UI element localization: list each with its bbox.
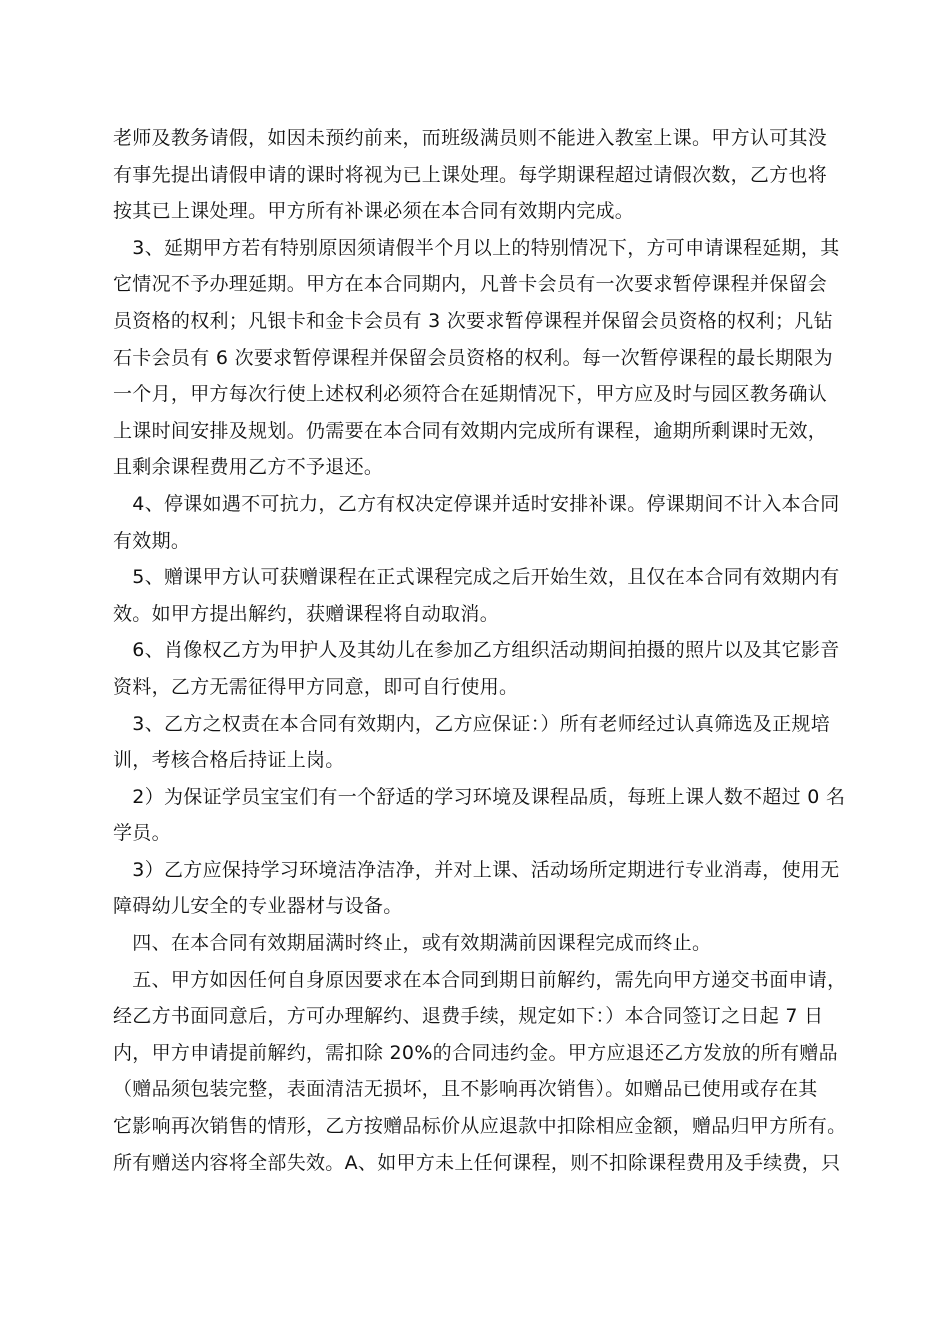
paragraph-termination: [113, 925, 843, 962]
text-line: 经乙方书面同意后，方可办理解约、退费手续，规定如下：）本合同签订之日起 7 日: [113, 1005, 824, 1028]
text-line: 员资格的权利；凡银卡和金卡会员有 3 次要求暂停课程并保留会员资格的权利；凡钻: [113, 309, 833, 332]
text-line: 所有赠送内容将全部失效。A、如甲方未上任何课程，则不扣除课程费用及手续费，只: [113, 1151, 841, 1174]
text-line: 石卡会员有 6 次要求暂停课程并保留会员资格的权利。每一次暂停课程的最长期限为: [113, 346, 833, 369]
text-line: 上课时间安排及规划。仍需要在本合同有效期内完成所有课程，逾期所剩课时无效，: [113, 419, 828, 442]
paragraph-portrait-rights: [113, 632, 843, 705]
text-line: 它影响再次销售的情形，乙方按赠品标价从应退款中扣除相应金额，赠品归甲方所有。: [113, 1115, 847, 1138]
text-line: 按其已上课处理。甲方所有补课必须在本合同有效期内完成。: [113, 200, 635, 223]
text-line: 3）乙方应保持学习环境洁净洁净，并对上课、活动场所定期进行专业消毒，使用无: [113, 858, 840, 881]
paragraph-early-cancellation: [113, 962, 847, 1182]
text-line: 内，甲方申请提前解约，需扣除 20%的合同违约金。甲方应退还乙方发放的所有赠品: [113, 1041, 838, 1064]
text-line: 障碍幼儿安全的专业器材与设备。: [113, 895, 403, 918]
text-line: 老师及教务请假，如因未预约前来，而班级满员则不能进入教室上课。甲方认可其没: [113, 127, 828, 149]
paragraph-suspension: [113, 486, 843, 559]
text-line: 有效期。: [113, 529, 191, 552]
text-line: 4、停课如遇不可抗力，乙方有权决定停课并适时安排补课。停课期间不计入本合同: [113, 492, 840, 515]
text-line: 且剩余课程费用乙方不予退还。: [113, 456, 384, 479]
text-line: 2）为保证学员宝宝们有一个舒适的学习环境及课程品质，每班上课人数不超过 0 名: [113, 785, 846, 808]
text-line: 四、在本合同有效期届满时终止，或有效期满前因课程完成而终止。: [113, 932, 712, 955]
text-line: （赠品须包装完整，表面清洁无损坏，且不影响再次销售）。如赠品已使用或存在其: [113, 1078, 818, 1101]
text-line: 有事先提出请假申请的课时将视为已上课处理。每学期课程超过请假次数，乙方也将: [113, 163, 828, 186]
paragraph-extension: [113, 230, 843, 486]
paragraph-bonus-courses: [113, 559, 843, 632]
paragraph-party-b-duties: [113, 706, 843, 779]
text-line: 训，考核合格后持证上岗。: [113, 749, 345, 772]
text-line: 效。如甲方提出解约，获赠课程将自动取消。: [113, 602, 500, 625]
text-line: 它情况不予办理延期。甲方在本合同期内，凡普卡会员有一次要求暂停课程并保留会: [113, 273, 828, 296]
text-line: 资料，乙方无需征得甲方同意，即可自行使用。: [113, 675, 519, 698]
text-line: 5、赠课甲方认可获赠课程在正式课程完成之后开始生效，且仅在本合同有效期内有: [113, 566, 840, 589]
text-line: 学员。: [113, 822, 171, 845]
paragraph-class-size: [113, 779, 846, 852]
paragraph-hygiene: [113, 852, 843, 925]
text-line: 3、乙方之权责在本合同有效期内，乙方应保证：）所有老师经过认真筛选及正规培: [113, 712, 830, 735]
text-line: 6、肖像权乙方为甲护人及其幼儿在参加乙方组织活动期间拍摄的照片以及其它影音: [113, 639, 840, 662]
text-line: 五、甲方如因任何自身原因要求在本合同到期日前解约，需先向甲方递交书面申请，: [113, 968, 847, 991]
text-line: 3、延期甲方若有特别原因须请假半个月以上的特别情况下，方可申请课程延期，其: [113, 236, 840, 259]
document-body: [113, 120, 847, 1181]
paragraph-leave-policy: [113, 120, 843, 230]
text-line: 一个月，甲方每次行使上述权利必须符合在延期情况下，甲方应及时与园区教务确认: [113, 383, 828, 406]
